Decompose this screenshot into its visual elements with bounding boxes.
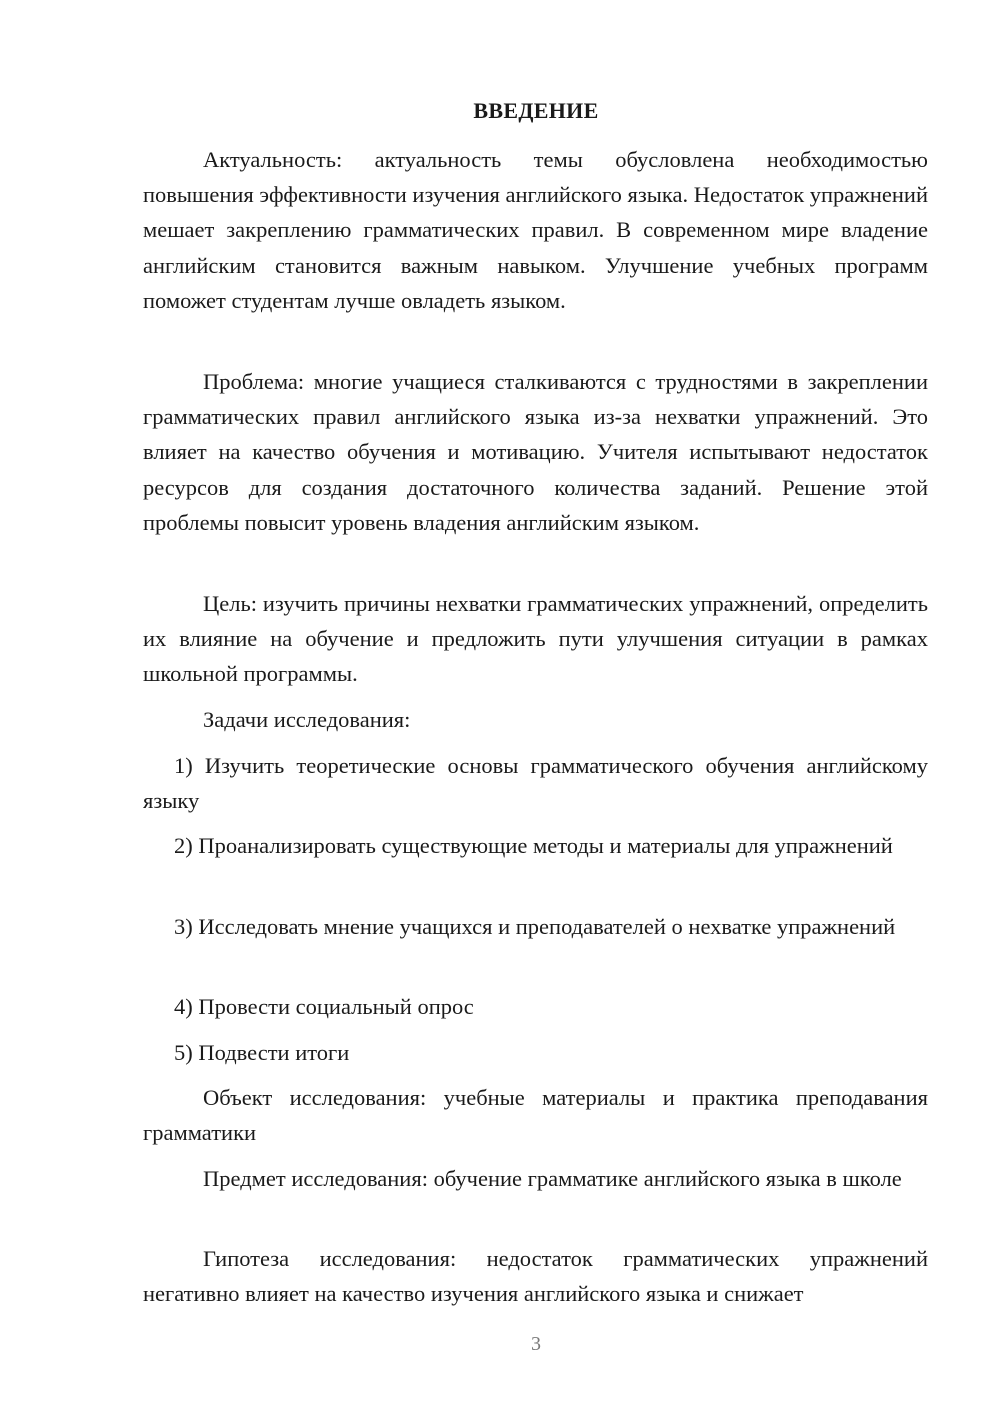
task-item-5: 5) Подвести итоги: [174, 1040, 350, 1065]
task-item-4: 4) Провести социальный опрос: [174, 994, 474, 1019]
relevance-paragraph: Актуальность: актуальность темы обусловлена необходимостью повышения эффективности изучения английского языка. Недостаток упражнений мешает закреплению грамматических правил. В современном мире владение английским становится важным навыком. Улучшение учебных программ поможет студентам лучше овладеть языком.: [143, 147, 928, 313]
page-title: ВВЕДЕНИЕ: [473, 98, 599, 123]
task-item-3: 3) Исследовать мнение учащихся и преподавателей о нехватке упражнений: [174, 914, 896, 939]
hypothesis-paragraph: Гипотеза исследования: недостаток грамматических упражнений негативно влияет на качество изучения английского языка и снижает: [143, 1246, 928, 1307]
task-item-1: 1) Изучить теоретические основы грамматического обучения английскому языку: [143, 753, 928, 814]
task-item-2: 2) Проанализировать существующие методы и материалы для упражнений: [174, 833, 893, 858]
object-paragraph: Объект исследования: учебные материалы и практика преподавания грамматики: [143, 1085, 928, 1146]
subject-paragraph: Предмет исследования: обучение грамматике английского языка в школе: [203, 1166, 902, 1191]
goal-paragraph: Цель: изучить причины нехватки грамматических упражнений, определить их влияние на обучение и предложить пути улучшения ситуации в рамках школьной программы.: [143, 591, 928, 687]
page-number: 3: [531, 1333, 541, 1355]
problem-paragraph: Проблема: многие учащиеся сталкиваются с трудностями в закреплении грамматических правил английского языка из-за нехватки упражнений. Это влияет на качество обучения и мотивацию. Учителя испытывают недостаток ресурсов для создания достаточного количества заданий. Решение этой проблемы повысит уровень владения английским языком.: [143, 369, 928, 535]
tasks-heading: Задачи исследования:: [203, 707, 411, 732]
